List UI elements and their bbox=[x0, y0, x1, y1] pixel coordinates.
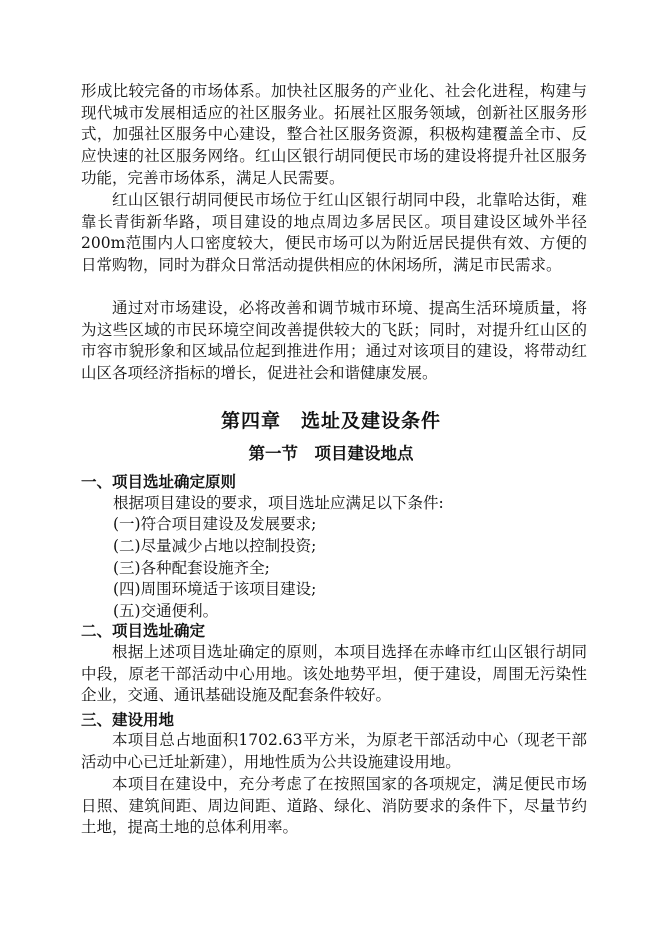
subsection-heading: 一、项目选址确定原则 bbox=[81, 472, 237, 491]
body-paragraph: 形成比较完备的市场体系。加快社区服务的产业化、社会化进程，构建与现代城市发展相适应的社区服务业。拓展社区服务领域，创新社区服务形式，加强社区服务中心建设，整合社区服务资源，积极构建覆盖全市、反应快速的社区服务网络。红山区银行胡同便民市场的建设将提升社区服务功能，完善市场体系，满足人民需要。 bbox=[81, 82, 587, 187]
body-paragraph: 根据上述项目选址确定的原则，本项目选择在赤峰市红山区银行胡同中段，原老干部活动中心用地。该处地势平坦，便于建设，周围无污染性企业，交通、通讯基础设施及配套条件较好。 bbox=[81, 643, 587, 705]
list-item: (三)各种配套设施齐全; bbox=[113, 559, 270, 577]
subsection-heading: 三、建设用地 bbox=[81, 710, 175, 729]
body-paragraph: 本项目在建设中，充分考虑了在按照国家的各项规定，满足便民市场日照、建筑间距、周边间距、道路、绿化、消防要求的条件下，尽量节约土地，提高土地的总体利用率。 bbox=[81, 775, 587, 837]
body-paragraph: 通过对市场建设，必将改善和调节城市环境、提高生活环境质量，将为这些区域的市民环境空间改善提供较大的飞跃；同时，对提升红山区的市容市貌形象和区域品位起到推进作用；通过对该项目的建设，将带动红山区各项经济指标的增长，促进社会和谐健康发展。 bbox=[81, 299, 587, 383]
body-paragraph: 本项目总占地面积1702.63平方米，为原老干部活动中心（现老干部活动中心已迁址新建），用地性质为公共设施建设用地。 bbox=[81, 731, 587, 771]
list-item: (四)周围环境适于该项目建设; bbox=[113, 580, 317, 598]
list-item: (二)尽量减少占地以控制投资; bbox=[113, 537, 317, 555]
subsection-heading: 二、项目选址确定 bbox=[81, 621, 206, 640]
section-title: 第一节 项目建设地点 bbox=[248, 444, 414, 463]
list-item: (一)符合项目建设及发展要求; bbox=[113, 515, 317, 533]
list-item: (五)交通便利。 bbox=[113, 602, 219, 620]
chapter-title: 第四章 选址及建设条件 bbox=[220, 410, 441, 432]
body-line: 根据项目建设的要求，项目选址应满足以下条件: bbox=[113, 494, 444, 512]
body-paragraph: 红山区银行胡同便民市场位于红山区银行胡同中段，北靠哈达街，难靠长青街新华路，项目建设的地点周边多居民区。项目建设区域外半径200m范围内人口密度较大，便民市场可以为附近居民提供有效、方便的日常购物，同时为群众日常活动提供相应的休闲场所，满足市民需求。 bbox=[81, 191, 587, 275]
